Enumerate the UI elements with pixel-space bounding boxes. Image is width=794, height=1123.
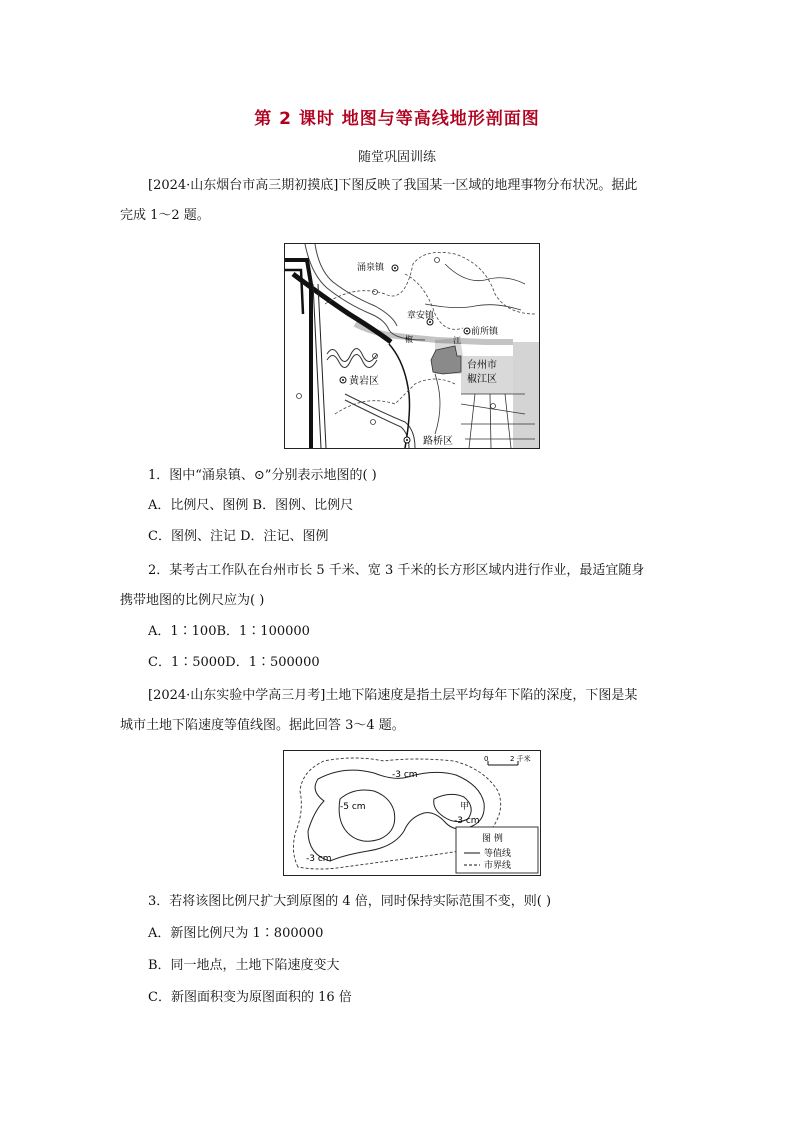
question-1-options-ab: A．比例尺、图例 B．图例、比例尺: [148, 498, 354, 513]
subsidence-isoline-map: [283, 750, 541, 876]
label-huangyan: 黄岩区: [349, 376, 379, 387]
scale-label: 2 千米: [510, 755, 531, 763]
question-3-option-a: A．新图比例尺为 1∶800000: [148, 926, 324, 941]
contour-label-center: -5 cm: [340, 802, 366, 812]
intro-2-line-1: [2024·山东实验中学高三月考]土地下陷速度是指土层平均每年下陷的深度，下图是某: [148, 688, 638, 703]
section-subtitle: 随堂巩固训练: [357, 150, 436, 165]
isoline-minus-5: [339, 790, 395, 841]
label-luqiao: 路桥区: [423, 436, 453, 447]
railway-line: [285, 260, 311, 448]
question-2-options-ab: A．1∶100B．1∶100000: [148, 624, 310, 639]
question-1-options-cd: C．图例、注记 D．注记、图例: [148, 529, 329, 544]
question-3-option-b: B．同一地点，土地下陷速度变大: [148, 958, 340, 973]
contour-label-top: -3 cm: [392, 770, 418, 780]
page-title: 第 2 课时 地图与等高线地形剖面图: [254, 109, 540, 129]
scale-zero: 0: [484, 755, 489, 763]
label-jiaojiang: 椒江区: [467, 374, 497, 385]
winding-river: [327, 348, 377, 361]
legend-title: 图 例: [482, 834, 503, 844]
question-2-stem-line-1: 2．某考古工作队在台州市长 5 千米、宽 3 千米的长方形区域内进行作业，最适宜随身: [148, 563, 645, 578]
label-zhangan: 章安镇: [407, 311, 435, 321]
contour-label-bottom: -3 cm: [306, 854, 332, 864]
river-bank-2: [315, 244, 397, 326]
intro-1-line-2: 完成 1～2 题。: [120, 208, 210, 223]
legend-iso-label: 等值线: [484, 849, 512, 859]
label-jia: 甲: [460, 802, 470, 812]
label-jiang: 江: [453, 336, 461, 345]
city-area-shade: [513, 342, 539, 448]
legend-border-label: 市界线: [484, 861, 512, 871]
question-2-stem-line-2: 携带地图的比例尺应为( ): [120, 593, 265, 608]
contour-label-jia: -3 cm: [454, 816, 480, 826]
label-taizhou-city: 台州市: [467, 360, 497, 371]
label-yongquan: 涌泉镇: [357, 263, 385, 273]
question-1-stem: 1．图中“涌泉镇、⊙”分别表示地图的( ): [148, 468, 377, 483]
region-map-figure: [285, 244, 539, 448]
label-jiao: 椒: [405, 335, 413, 344]
region-map: [284, 243, 540, 449]
question-3-stem: 3．若将该图比例尺扩大到原图的 4 倍，同时保持实际范围不变，则( ): [148, 894, 552, 909]
question-2-options-cd: C．1∶5000D．1∶500000: [148, 655, 320, 670]
intro-2-line-2: 城市土地下陷速度等值线图。据此回答 3～4 题。: [120, 718, 405, 733]
highway-line: [293, 274, 391, 342]
intro-1-line-1: [2024·山东烟台市高三期初摸底]下图反映了我国某一区域的地理事物分布状况。据此: [148, 178, 638, 193]
question-3-option-c: C．新图面积变为原图面积的 16 倍: [148, 990, 352, 1005]
label-qiansuo: 前所镇: [471, 327, 499, 337]
main-road: [389, 344, 410, 448]
subsidence-map-figure: [284, 751, 540, 875]
